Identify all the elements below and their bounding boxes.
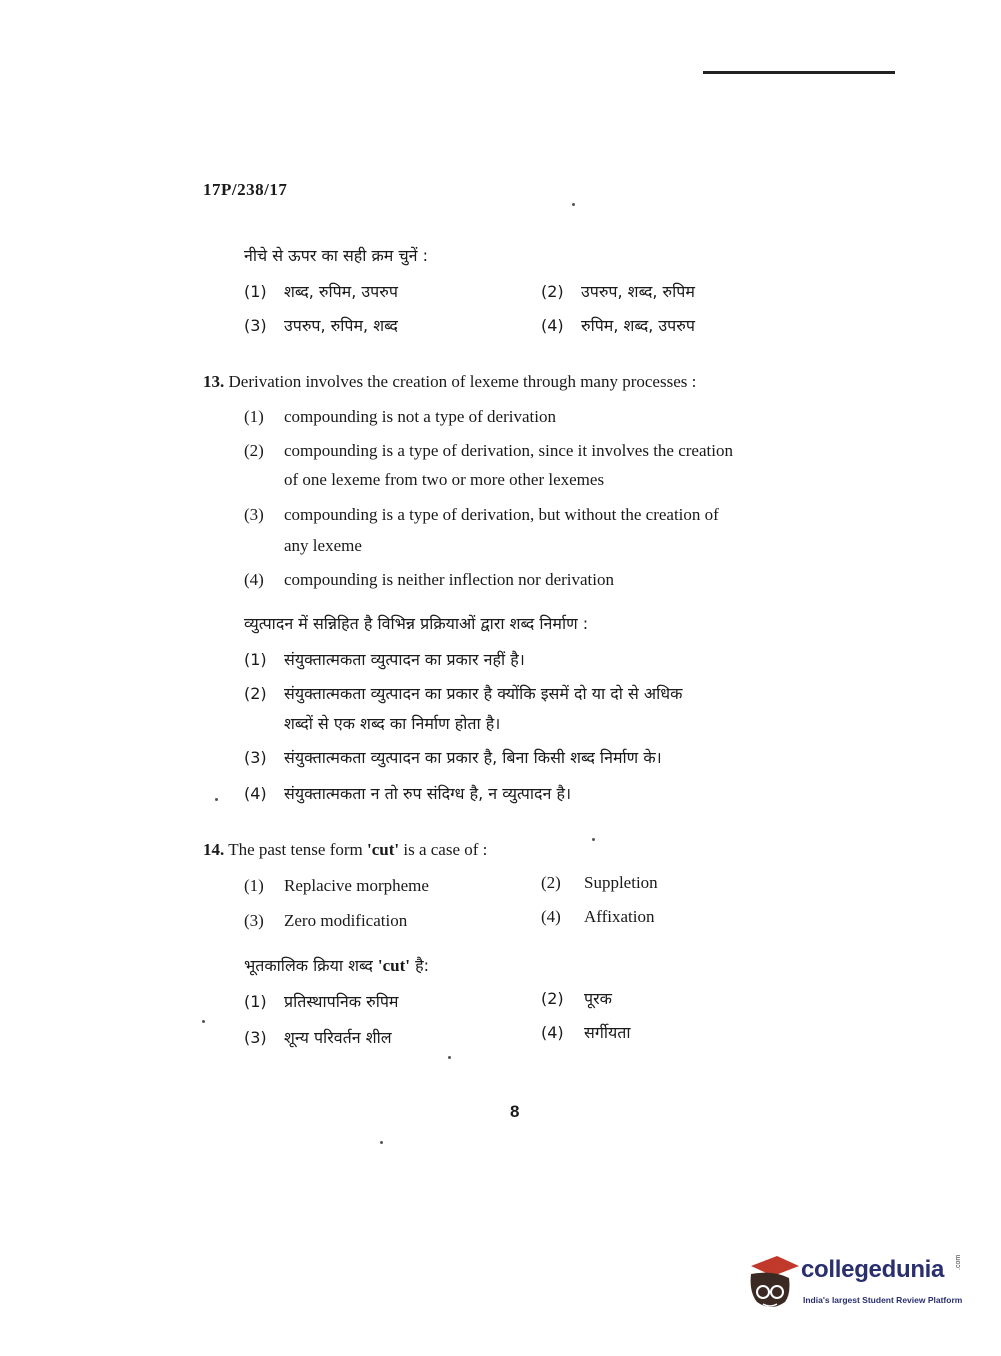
logo-tagline: India's largest Student Review Platform [803,1295,963,1305]
q12-option-4: (4) रुपिम, शब्द, उपरुप [541,316,695,335]
scan-speck [215,798,218,801]
q13-option-1: (1) compounding is not a type of derivation [244,407,556,426]
page-number: 8 [510,1102,520,1121]
q13-option-2-cont: of one lexeme from two or more other lexemes [284,470,605,489]
q14-stem: 14. The past tense form 'cut' is a case of : [203,840,488,859]
q13-hindi-option-2-cont: शब्दों से एक शब्द का निर्माण होता है। [284,714,501,733]
scan-speck [202,1020,205,1023]
mascot-icon [743,1252,799,1312]
top-rule [703,71,895,74]
q14-hindi-option-2: (2) पूरक [541,989,612,1008]
q14-option-4: (4) Affixation [541,907,655,926]
q13-option-3: (3) compounding is a type of derivation, but without the creation of [244,505,719,524]
q13-stem: 13. Derivation involves the creation of lexeme through many processes : [203,372,697,391]
q14-hindi-stem: भूतकालिक क्रिया शब्द 'cut' है: [244,956,429,975]
q14-option-1: (1) Replacive morpheme [244,876,429,895]
q14-hindi-option-3: (3) शून्य परिवर्तन शील [244,1028,392,1047]
q12-option-1: (1) शब्द, रुपिम, उपरुप [244,282,398,301]
q13-hindi-option-4: (4) संयुक्तात्मकता न तो रुप संदिग्ध है, न व्युत्पादन है। [244,784,572,803]
q13-option-2: (2) compounding is a type of derivation, since it involves the creation [244,441,733,460]
q14-option-2: (2) Suppletion [541,873,658,892]
scan-speck [448,1056,451,1059]
logo-suffix: .com [955,1254,962,1270]
q14-option-3: (3) Zero modification [244,911,408,930]
q12-option-3: (3) उपरुप, रुपिम, शब्द [244,316,398,335]
q13-hindi-stem: व्युत्पादन में सन्निहित है विभिन्न प्रक्रियाओं द्वारा शब्द निर्माण : [244,614,589,633]
logo-name: collegedunia [801,1256,945,1283]
collegedunia-logo[interactable] [743,1250,973,1320]
q13-option-4: (4) compounding is neither inflection nor derivation [244,570,615,589]
scan-speck [572,203,575,206]
q14-hindi-option-4: (4) सर्गीयता [541,1023,631,1042]
q13-hindi-option-3: (3) संयुक्तात्मकता व्युत्पादन का प्रकार है, बिना किसी शब्द निर्माण के। [244,748,662,767]
q13-option-3-cont: any lexeme [284,536,362,555]
q14-hindi-option-1: (1) प्रतिस्थापनिक रुपिम [244,992,399,1011]
q12-option-2: (2) उपरुप, शब्द, रुपिम [541,282,695,301]
q13-hindi-option-2: (2) संयुक्तात्मकता व्युत्पादन का प्रकार है क्योंकि इसमें दो या दो से अधिक [244,684,683,703]
q12-hindi-stem: नीचे से ऊपर का सही क्रम चुनें : [244,246,428,265]
scan-speck [380,1141,383,1144]
q13-hindi-option-1: (1) संयुक्तात्मकता व्युत्पादन का प्रकार नहीं है। [244,650,525,669]
paper-code: 17P/238/17 [203,180,288,199]
scan-speck [592,838,595,841]
